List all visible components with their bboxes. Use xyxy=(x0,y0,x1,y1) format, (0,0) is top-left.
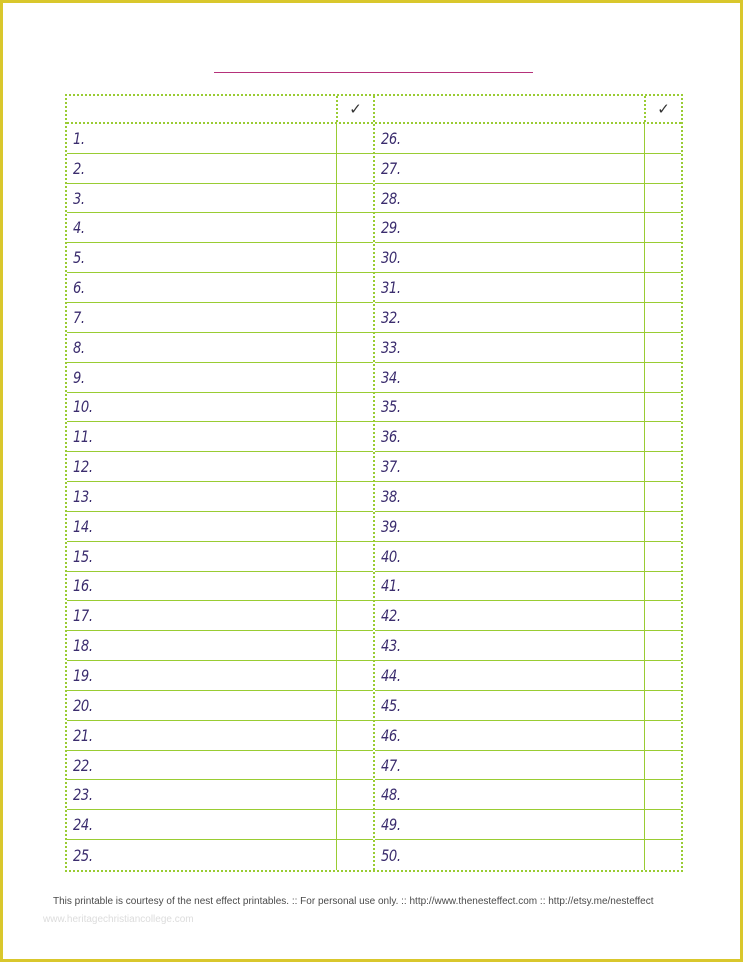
item-number: 26. xyxy=(381,128,401,148)
item-text-cell[interactable] xyxy=(375,542,644,571)
item-number: 12. xyxy=(73,457,93,477)
item-check-cell[interactable] xyxy=(336,154,373,183)
list-item xyxy=(67,661,373,691)
list-item xyxy=(375,333,681,363)
list-item xyxy=(67,601,373,631)
item-number: 28. xyxy=(381,188,401,208)
item-check-cell[interactable] xyxy=(336,184,373,213)
item-text-cell[interactable] xyxy=(67,154,336,183)
list-item xyxy=(375,542,681,572)
item-number: 25. xyxy=(73,845,93,865)
list-item xyxy=(67,422,373,452)
list-item xyxy=(67,184,373,214)
item-text-cell[interactable] xyxy=(67,363,336,392)
left-header-text-cell xyxy=(67,96,336,122)
item-text-cell[interactable] xyxy=(375,691,644,720)
list-item xyxy=(375,393,681,423)
item-number: 20. xyxy=(73,695,93,715)
list-item xyxy=(375,840,681,870)
item-text-cell[interactable] xyxy=(375,840,644,870)
item-check-cell[interactable] xyxy=(644,124,681,153)
list-item xyxy=(375,691,681,721)
list-item xyxy=(67,482,373,512)
item-number: 5. xyxy=(73,248,85,268)
list-item xyxy=(375,184,681,214)
item-text-cell[interactable] xyxy=(375,631,644,660)
list-item xyxy=(67,213,373,243)
item-text-cell[interactable] xyxy=(67,751,336,780)
item-number: 47. xyxy=(381,755,401,775)
item-text-cell[interactable] xyxy=(375,810,644,839)
left-header-check-cell xyxy=(336,96,373,122)
item-text-cell[interactable] xyxy=(375,661,644,690)
item-number: 45. xyxy=(381,695,401,715)
left-column xyxy=(67,96,375,870)
item-number: 22. xyxy=(73,755,93,775)
item-number: 13. xyxy=(73,486,93,506)
list-item xyxy=(67,124,373,154)
item-check-cell[interactable] xyxy=(644,512,681,541)
list-item xyxy=(375,124,681,154)
list-item xyxy=(67,393,373,423)
item-text-cell[interactable] xyxy=(67,810,336,839)
checklist-sheet xyxy=(65,94,683,872)
watermark: www.heritagechristiancollege.com xyxy=(43,914,194,925)
item-number: 38. xyxy=(381,486,401,506)
item-number: 2. xyxy=(73,158,85,178)
item-check-cell[interactable] xyxy=(336,393,373,422)
right-header-check-cell xyxy=(644,96,681,122)
item-text-cell[interactable] xyxy=(375,273,644,302)
item-number: 49. xyxy=(381,815,401,835)
item-text-cell[interactable] xyxy=(67,661,336,690)
item-text-cell[interactable] xyxy=(67,482,336,511)
item-number: 33. xyxy=(381,337,401,357)
item-check-cell[interactable] xyxy=(644,482,681,511)
list-item xyxy=(67,810,373,840)
list-item xyxy=(375,810,681,840)
item-check-cell[interactable] xyxy=(336,810,373,839)
item-text-cell[interactable] xyxy=(67,273,336,302)
list-item xyxy=(67,691,373,721)
item-text-cell[interactable] xyxy=(375,780,644,809)
item-number: 1. xyxy=(73,128,85,148)
list-item xyxy=(375,601,681,631)
item-check-cell[interactable] xyxy=(644,393,681,422)
item-check-cell[interactable] xyxy=(644,273,681,302)
item-check-cell[interactable] xyxy=(644,601,681,630)
item-check-cell[interactable] xyxy=(336,631,373,660)
item-number: 30. xyxy=(381,248,401,268)
item-text-cell[interactable] xyxy=(375,154,644,183)
list-item xyxy=(67,840,373,870)
item-number: 27. xyxy=(381,158,401,178)
item-check-cell[interactable] xyxy=(336,572,373,601)
list-item xyxy=(375,273,681,303)
item-text-cell[interactable] xyxy=(375,482,644,511)
list-item xyxy=(375,482,681,512)
item-check-cell[interactable] xyxy=(336,691,373,720)
item-number: 32. xyxy=(381,307,401,327)
right-header-text-cell xyxy=(375,96,644,122)
list-item xyxy=(67,631,373,661)
item-number: 48. xyxy=(381,785,401,805)
item-text-cell[interactable] xyxy=(375,213,644,242)
item-text-cell[interactable] xyxy=(375,303,644,332)
list-item xyxy=(67,333,373,363)
list-item xyxy=(375,572,681,602)
item-check-cell[interactable] xyxy=(336,452,373,481)
item-number: 23. xyxy=(73,785,93,805)
item-check-cell[interactable] xyxy=(644,721,681,750)
item-text-cell[interactable] xyxy=(375,452,644,481)
item-number: 7. xyxy=(73,307,85,327)
list-item xyxy=(67,512,373,542)
item-text-cell[interactable] xyxy=(67,124,336,153)
item-check-cell[interactable] xyxy=(336,721,373,750)
list-item xyxy=(375,303,681,333)
item-check-cell[interactable] xyxy=(644,452,681,481)
item-number: 14. xyxy=(73,516,93,536)
item-text-cell[interactable] xyxy=(375,184,644,213)
item-text-cell[interactable] xyxy=(67,542,336,571)
item-check-cell[interactable] xyxy=(644,333,681,362)
list-item xyxy=(375,631,681,661)
item-text-cell[interactable] xyxy=(67,303,336,332)
item-check-cell[interactable] xyxy=(644,213,681,242)
item-number: 42. xyxy=(381,606,401,626)
item-check-cell[interactable] xyxy=(336,213,373,242)
item-check-cell[interactable] xyxy=(644,422,681,451)
item-number: 9. xyxy=(73,367,85,387)
item-check-cell[interactable] xyxy=(644,542,681,571)
item-number: 37. xyxy=(381,457,401,477)
item-text-cell[interactable] xyxy=(67,780,336,809)
item-check-cell[interactable] xyxy=(644,751,681,780)
item-number: 4. xyxy=(73,218,85,238)
item-check-cell[interactable] xyxy=(336,840,373,870)
item-check-cell[interactable] xyxy=(644,572,681,601)
check-mark-icon: ✓ xyxy=(657,99,670,118)
item-number: 43. xyxy=(381,636,401,656)
item-number: 8. xyxy=(73,337,85,357)
item-text-cell[interactable] xyxy=(67,601,336,630)
item-text-cell[interactable] xyxy=(67,512,336,541)
item-text-cell[interactable] xyxy=(375,393,644,422)
item-number: 19. xyxy=(73,666,93,686)
item-number: 15. xyxy=(73,546,93,566)
item-text-cell[interactable] xyxy=(67,184,336,213)
title-line xyxy=(214,72,533,73)
item-check-cell[interactable] xyxy=(336,124,373,153)
list-item xyxy=(375,512,681,542)
item-check-cell[interactable] xyxy=(644,363,681,392)
list-item xyxy=(67,751,373,781)
item-number: 24. xyxy=(73,815,93,835)
item-number: 3. xyxy=(73,188,85,208)
item-number: 11. xyxy=(73,427,93,447)
item-text-cell[interactable] xyxy=(375,572,644,601)
item-check-cell[interactable] xyxy=(644,661,681,690)
item-check-cell[interactable] xyxy=(644,810,681,839)
item-number: 39. xyxy=(381,516,401,536)
item-text-cell[interactable] xyxy=(67,393,336,422)
item-number: 10. xyxy=(73,397,93,417)
item-check-cell[interactable] xyxy=(336,333,373,362)
item-check-cell[interactable] xyxy=(336,422,373,451)
item-number: 41. xyxy=(381,576,401,596)
list-item xyxy=(67,273,373,303)
item-number: 35. xyxy=(381,397,401,417)
list-item xyxy=(67,780,373,810)
list-item xyxy=(375,721,681,751)
item-check-cell[interactable] xyxy=(336,661,373,690)
item-text-cell[interactable] xyxy=(67,691,336,720)
check-mark-icon: ✓ xyxy=(349,99,362,118)
item-number: 34. xyxy=(381,367,401,387)
item-check-cell[interactable] xyxy=(336,780,373,809)
item-text-cell[interactable] xyxy=(67,333,336,362)
item-text-cell[interactable] xyxy=(375,333,644,362)
item-check-cell[interactable] xyxy=(336,542,373,571)
item-check-cell[interactable] xyxy=(644,184,681,213)
list-item xyxy=(375,213,681,243)
item-check-cell[interactable] xyxy=(644,154,681,183)
item-text-cell[interactable] xyxy=(67,452,336,481)
item-number: 6. xyxy=(73,278,85,298)
item-text-cell[interactable] xyxy=(375,721,644,750)
item-text-cell[interactable] xyxy=(67,840,336,870)
item-text-cell[interactable] xyxy=(375,124,644,153)
item-text-cell[interactable] xyxy=(67,631,336,660)
item-check-cell[interactable] xyxy=(644,691,681,720)
item-number: 21. xyxy=(73,725,93,745)
item-text-cell[interactable] xyxy=(375,601,644,630)
item-check-cell[interactable] xyxy=(336,243,373,272)
item-number: 29. xyxy=(381,218,401,238)
list-item xyxy=(67,572,373,602)
item-check-cell[interactable] xyxy=(336,363,373,392)
list-item xyxy=(67,303,373,333)
item-number: 16. xyxy=(73,576,93,596)
item-check-cell[interactable] xyxy=(336,273,373,302)
list-item xyxy=(375,780,681,810)
right-header-row xyxy=(375,96,681,124)
list-item xyxy=(375,452,681,482)
item-text-cell[interactable] xyxy=(375,243,644,272)
item-check-cell[interactable] xyxy=(644,303,681,332)
item-number: 17. xyxy=(73,606,93,626)
item-number: 50. xyxy=(381,845,401,865)
list-item xyxy=(375,661,681,691)
item-text-cell[interactable] xyxy=(67,213,336,242)
list-item xyxy=(375,422,681,452)
list-item xyxy=(67,243,373,273)
list-item xyxy=(375,243,681,273)
item-check-cell[interactable] xyxy=(644,631,681,660)
item-number: 36. xyxy=(381,427,401,447)
item-text-cell[interactable] xyxy=(375,751,644,780)
item-text-cell[interactable] xyxy=(67,572,336,601)
item-text-cell[interactable] xyxy=(375,512,644,541)
item-check-cell[interactable] xyxy=(336,303,373,332)
item-number: 31. xyxy=(381,278,401,298)
list-item xyxy=(67,363,373,393)
item-text-cell[interactable] xyxy=(375,422,644,451)
left-header-row xyxy=(67,96,373,124)
item-check-cell[interactable] xyxy=(336,751,373,780)
item-check-cell[interactable] xyxy=(644,243,681,272)
item-number: 18. xyxy=(73,636,93,656)
list-item xyxy=(67,721,373,751)
list-item xyxy=(67,452,373,482)
right-column xyxy=(375,96,681,870)
item-number: 46. xyxy=(381,725,401,745)
footer-credit: This printable is courtesy of the nest effect printables. :: For personal use only. :: http://www.thenesteffect.com :: http://etsy.me/nesteffect xyxy=(53,896,654,907)
list-item xyxy=(375,751,681,781)
list-item xyxy=(375,154,681,184)
item-text-cell[interactable] xyxy=(67,721,336,750)
item-check-cell[interactable] xyxy=(644,780,681,809)
item-text-cell[interactable] xyxy=(67,422,336,451)
list-item xyxy=(67,154,373,184)
item-number: 40. xyxy=(381,546,401,566)
item-check-cell[interactable] xyxy=(336,512,373,541)
item-number: 44. xyxy=(381,666,401,686)
item-check-cell[interactable] xyxy=(336,601,373,630)
list-item xyxy=(67,542,373,572)
item-check-cell[interactable] xyxy=(336,482,373,511)
item-text-cell[interactable] xyxy=(375,363,644,392)
list-item xyxy=(375,363,681,393)
item-text-cell[interactable] xyxy=(67,243,336,272)
item-check-cell[interactable] xyxy=(644,840,681,870)
